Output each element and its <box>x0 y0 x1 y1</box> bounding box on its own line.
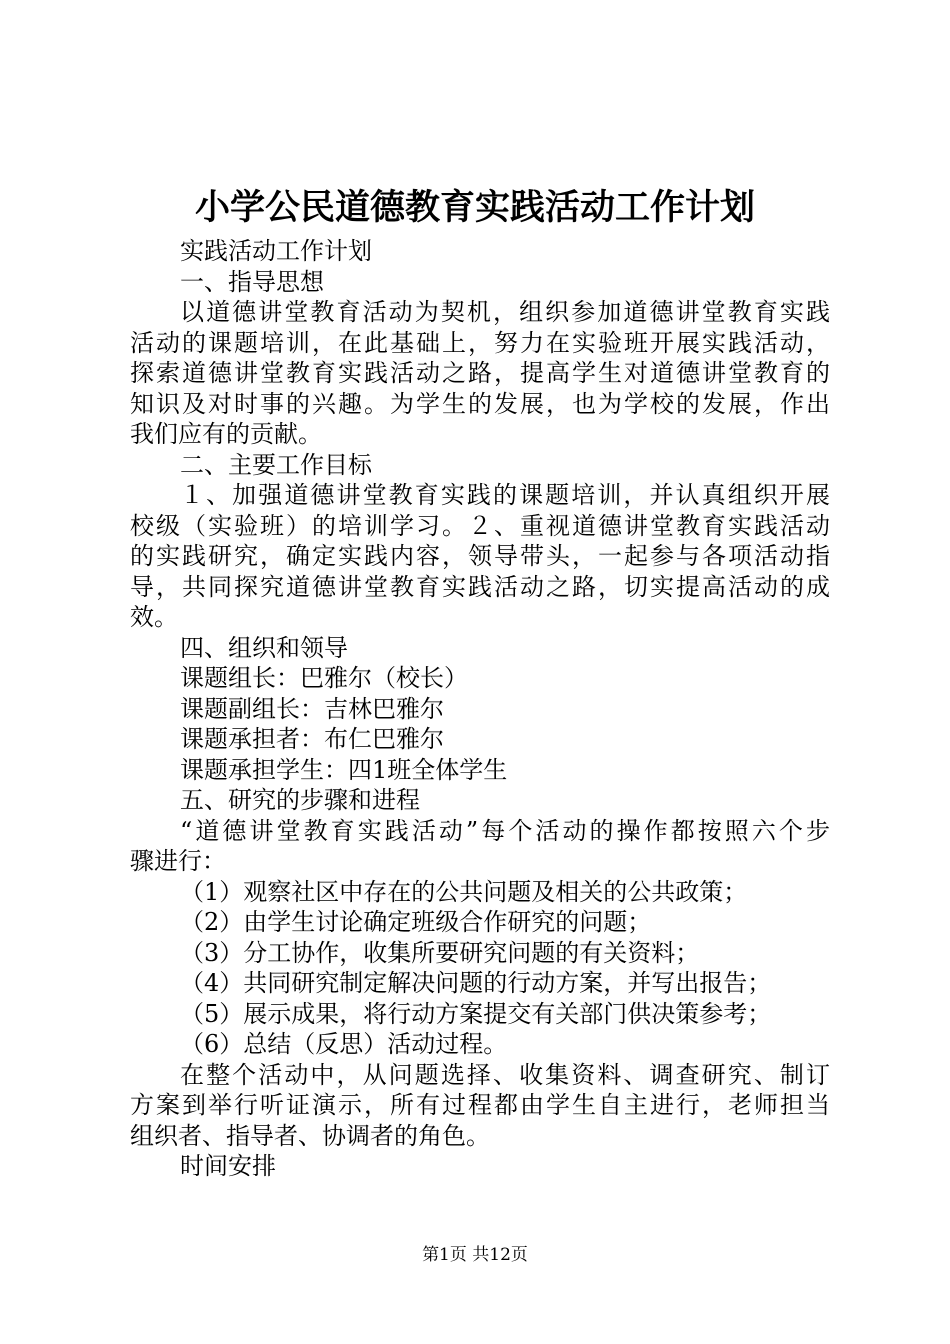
body-line: 在整个活动中，从问题选择、收集资料、调查研究、制订 <box>180 1060 830 1089</box>
body-line: 探索道德讲堂教育实践活动之路，提高学生对道德讲堂教育的 <box>130 359 830 387</box>
body-line: 实践活动工作计划 <box>180 237 372 265</box>
document-body <box>130 236 830 1182</box>
body-line: （5）展示成果，将行动方案提交有关部门供决策参考； <box>180 999 772 1028</box>
body-line: １、加强道德讲堂教育实践的课题培训，并认真组织开展 <box>180 481 830 509</box>
body-line: （4）共同研究制定解决问题的行动方案，并写出报告； <box>180 969 772 997</box>
body-line: （2）由学生讨论确定班级合作研究的问题； <box>180 908 652 936</box>
body-line: 课题承担学生：四1班全体学生 <box>180 755 508 784</box>
body-line: 的实践研究，确定实践内容，领导带头，一起参与各项活动指 <box>130 542 830 570</box>
body-line: 知识及对时事的兴趣。为学生的发展，也为学校的发展，作出 <box>130 389 830 418</box>
body-line: 五、研究的步骤和进程 <box>180 786 420 814</box>
body-line: 四、组织和领导 <box>180 633 348 662</box>
body-line: 一、指导思想 <box>180 267 324 296</box>
body-line: “道德讲堂教育实践活动”每个活动的操作都按照六个步 <box>180 816 830 845</box>
body-line: 课题组长：巴雅尔（校长） <box>180 664 468 692</box>
body-line: 课题副组长：吉林巴雅尔 <box>180 694 444 723</box>
body-line: 组织者、指导者、协调者的角色。 <box>130 1121 490 1150</box>
body-line: 导，共同探究道德讲堂教育实践活动之路，切实提高活动的成 <box>130 572 830 601</box>
body-line: 方案到举行听证演示，所有过程都由学生自主进行，老师担当 <box>130 1091 830 1119</box>
body-line: 效。 <box>130 603 178 631</box>
body-line: 校级（实验班）的培训学习。２、重视道德讲堂教育实践活动 <box>130 511 830 540</box>
body-line: 以道德讲堂教育活动为契机，组织参加道德讲堂教育实践 <box>180 298 830 326</box>
body-line: 活动的课题培训，在此基础上，努力在实验班开展实践活动， <box>130 328 830 357</box>
body-line: （3）分工协作，收集所要研究问题的有关资料； <box>180 938 700 967</box>
body-line: 我们应有的贡献。 <box>130 420 322 448</box>
body-line: 二、主要工作目标 <box>180 450 372 479</box>
body-line: （1）观察社区中存在的公共问题及相关的公共政策； <box>180 877 748 906</box>
body-line: 课题承担者：布仁巴雅尔 <box>180 725 444 753</box>
document-title: 小学公民道德教育实践活动工作计划 <box>194 187 755 228</box>
body-line: （6）总结（反思）活动过程。 <box>180 1030 508 1058</box>
body-line: 时间安排 <box>180 1152 276 1180</box>
body-line: 骤进行： <box>130 847 226 875</box>
page-footer: 第1页 共12页 <box>422 1245 528 1265</box>
